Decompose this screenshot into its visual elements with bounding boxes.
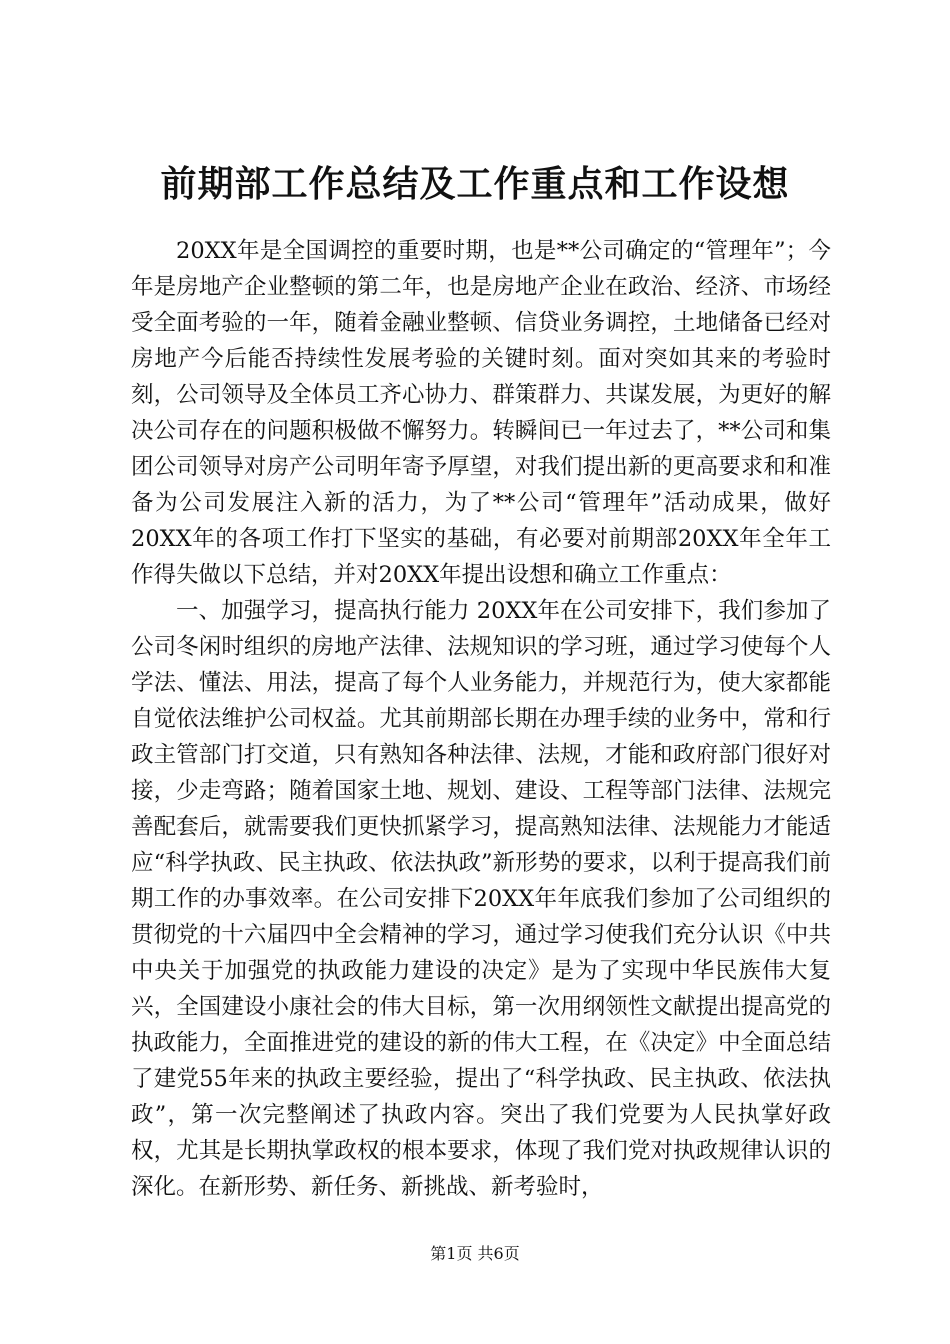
paragraph-intro: 20XX年是全国调控的重要时期，也是**公司确定的“管理年”；今年是房地产企业整顿的第二年，也是房地产企业在政治、经济、市场经受全面考验的一年，随着金融业整顿、信贷业务调控，土地储备已经对房地产今后能否持续性发展考验的关键时刻。面对突如其来的考验时刻，公司领导及全体员工齐心协力、群策群力、共谋发展，为更好的解决公司存在的问题积极做不懈努力。转瞬间已一年过去了，**公司和集团公司领导对房产公司明年寄予厚望，对我们提出新的更高要求和和准备为公司发展注入新的活力，为了**公司“管理年”活动成果，做好20XX年的各项工作打下坚实的基础，有必要对前期部20XX年全年工作得失做以下总结，并对20XX年提出设想和确立工作重点： xyxy=(131,238,831,588)
paragraph-section-one: 一、加强学习，提高执行能力 20XX年在公司安排下，我们参加了公司冬闲时组织的房地产法律、法规知识的学习班，通过学习使每个人学法、懂法、用法，提高了每个人业务能力，并规范行为，使大家都能自觉依法维护公司权益。尤其前期部长期在办理手续的业务中，常和行政主管部门打交道，只有熟知各种法律、法规，才能和政府部门很好对接，少走弯路；随着国家土地、规划、建设、工程等部门法律、法规完善配套后，就需要我们更快抓紧学习，提高熟知法律、法规能力才能适应“科学执政、民主执政、依法执政”新形势的要求，以利于提高我们前期工作的办事效率。在公司安排下20XX年年底我们参加了公司组织的贯彻党的十六届四中全会精神的学习，通过学习使我们充分认识《中共中央关于加强党的执政能力建设的决定》是为了实现中华民族伟大复兴，全国建设小康社会的伟大目标，第一次用纲领性文献提出提高党的执政能力，全面推进党的建设的新的伟大工程，在《决定》中全面总结了建党55年来的执政主要经验，提出了“科学执政、民主执政、依法执政”，第一次完整阐述了执政内容。突出了我们党要为人民执掌好政权，尤其是长期执掌政权的根本要求，体现了我们党对执政规律认识的深化。在新形势、新任务、新挑战、新考验时， xyxy=(131,598,831,1200)
document-title: 前期部工作总结及工作重点和工作设想 xyxy=(160,163,790,205)
document-body xyxy=(131,233,831,1205)
page-number-footer: 第1页 共6页 xyxy=(430,1244,520,1263)
